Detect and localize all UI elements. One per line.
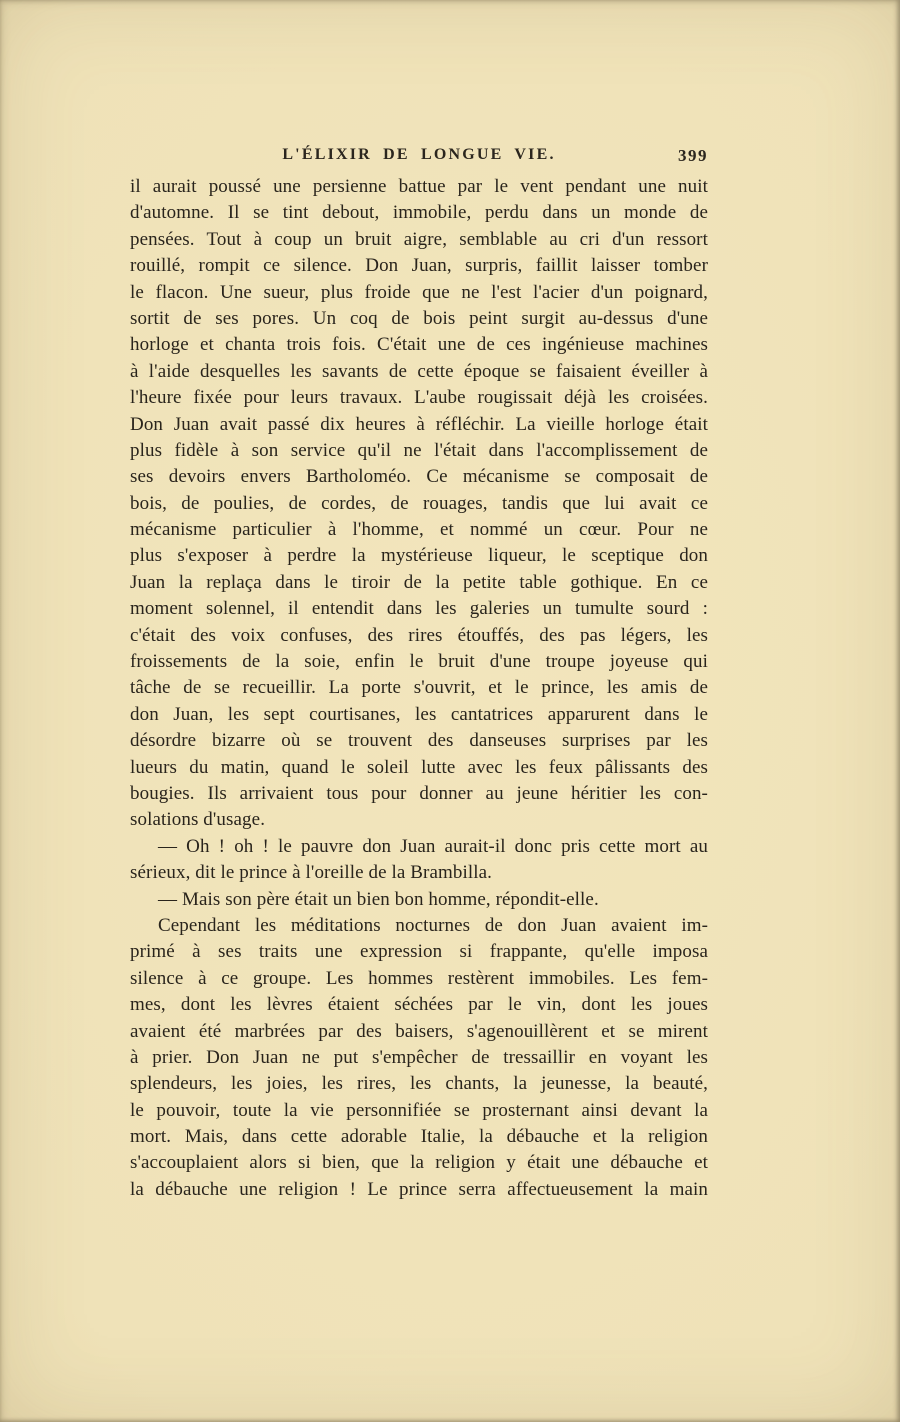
text-line: moment solennel, il entendit dans les galeries un tumulte sourd : bbox=[130, 598, 708, 620]
text-line: plus fidèle à son service qu'il ne l'était dans l'accomplissement de bbox=[130, 439, 708, 461]
page-number: 399 bbox=[678, 146, 708, 165]
text-line: horloge et chanta trois fois. C'était une de ces ingénieuse machines bbox=[130, 334, 708, 356]
text-line: primé à ses traits une expression si frappante, qu'elle imposa bbox=[130, 941, 708, 963]
text-line: bois, de poulies, de cordes, de rouages, tandis que lui avait ce bbox=[130, 492, 708, 514]
text-line: l'heure fixée pour leurs travaux. L'aube rougissait déjà les croisées. bbox=[130, 387, 708, 409]
text-line: plus s'exposer à perdre la mystérieuse liqueur, le sceptique don bbox=[130, 545, 708, 567]
text-line: pensées. Tout à coup un bruit aigre, semblable au cri d'un ressort bbox=[130, 228, 708, 250]
running-header bbox=[130, 146, 708, 168]
text-line: le pouvoir, toute la vie personnifiée se prosternant ainsi devant la bbox=[130, 1099, 708, 1121]
text-line: mécanisme particulier à l'homme, et nommé un cœur. Pour ne bbox=[130, 519, 708, 541]
text-line: mes, dont les lèvres étaient séchées par le vin, dont les joues bbox=[130, 994, 708, 1016]
text-line: à prier. Don Juan ne put s'empêcher de tressaillir en voyant les bbox=[130, 1046, 708, 1068]
text-line: Juan la replaça dans le tiroir de la petite table gothique. En ce bbox=[130, 571, 708, 593]
text-line: il aurait poussé une persienne battue par le vent pendant une nuit bbox=[130, 176, 708, 197]
text-line: s'accouplaient alors si bien, que la religion y était une débauche et bbox=[130, 1152, 708, 1174]
text-line: solations d'usage. bbox=[130, 809, 266, 831]
text-line: le flacon. Une sueur, plus froide que ne l'est l'acier d'un poignard, bbox=[130, 281, 708, 303]
text-line: don Juan, les sept courtisanes, les cantatrices apparurent dans le bbox=[130, 703, 708, 725]
text-line: avaient été marbrées par des baisers, s'agenouillèrent et se mirent bbox=[130, 1020, 708, 1042]
text-line: splendeurs, les joies, les rires, les chants, la jeunesse, la beauté, bbox=[130, 1073, 708, 1095]
text-line: la débauche une religion ! Le prince serra affectueusement la main bbox=[130, 1178, 708, 1200]
text-line: mort. Mais, dans cette adorable Italie, la débauche et la religion bbox=[130, 1126, 708, 1148]
text-line: sérieux, dit le prince à l'oreille de la Brambilla. bbox=[130, 862, 492, 884]
text-line: d'automne. Il se tint debout, immobile, perdu dans un monde de bbox=[130, 202, 708, 224]
text-block bbox=[130, 174, 708, 1203]
text-line: tâche de se recueillir. La porte s'ouvrit, et le prince, les amis de bbox=[130, 677, 708, 699]
text-line: rouillé, rompit ce silence. Don Juan, surpris, faillit laisser tomber bbox=[130, 255, 708, 277]
text-line: ses devoirs envers Bartholoméo. Ce mécanisme se composait de bbox=[130, 466, 708, 488]
text-line: silence à ce groupe. Les hommes restèrent immobiles. Les fem- bbox=[130, 967, 708, 989]
text-line: — Oh ! oh ! le pauvre don Juan aurait-il donc pris cette mort au bbox=[158, 835, 708, 857]
text-line: désordre bizarre où se trouvent des danseuses surprises par les bbox=[130, 730, 708, 752]
text-line: Don Juan avait passé dix heures à réfléchir. La vieille horloge était bbox=[130, 413, 708, 435]
text-line: bougies. Ils arrivaient tous pour donner au jeune héritier les con- bbox=[130, 782, 708, 804]
text-line: Cependant les méditations nocturnes de don Juan avaient im- bbox=[158, 914, 708, 936]
text-line: — Mais son père était un bien bon homme, répondit-elle. bbox=[158, 888, 599, 910]
text-line: c'était des voix confuses, des rires étouffés, des pas légers, les bbox=[130, 624, 708, 646]
running-header-title: L'ÉLIXIR DE LONGUE VIE. bbox=[282, 146, 556, 163]
text-line: à l'aide desquelles les savants de cette époque se faisaient éveiller à bbox=[130, 360, 708, 382]
text-line: lueurs du matin, quand le soleil lutte avec les feux pâlissants des bbox=[130, 756, 708, 778]
text-line: froissements de la soie, enfin le bruit d'une troupe joyeuse qui bbox=[130, 651, 708, 673]
text-line: sortit de ses pores. Un coq de bois peint surgit au-dessus d'une bbox=[130, 307, 708, 329]
